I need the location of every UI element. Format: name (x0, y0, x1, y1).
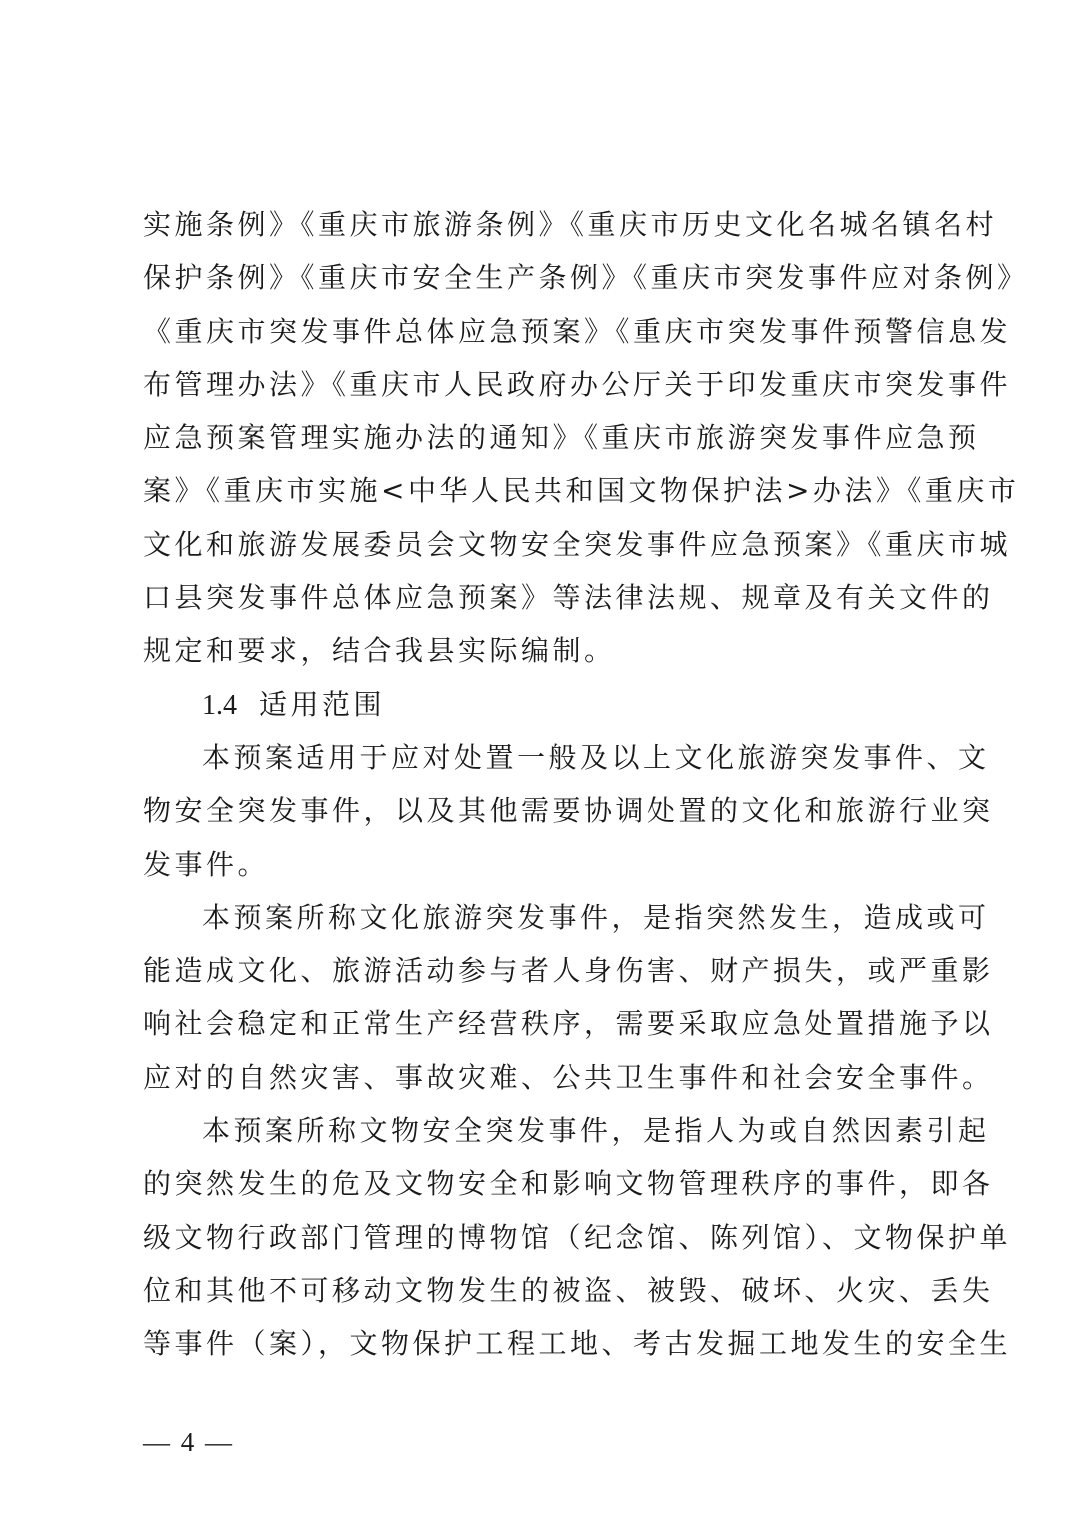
document-body (143, 198, 1029, 1371)
text-line: 等事件（案），文物保护工程工地、考古发掘工地发生的安全生 (143, 1327, 1012, 1361)
text-line: 位和其他不可移动文物发生的被盗、被毁、破坏、火灾、丢失 (143, 1273, 994, 1307)
text-line: 物安全突发事件，以及其他需要协调处置的文化和旅游行业突 (143, 794, 994, 828)
page-number: — 4 — (143, 1427, 234, 1457)
text-line: 应对的自然灾害、事故灾难、公共卫生事件和社会安全事件。 (143, 1060, 994, 1094)
text-line: 实施条例》《重庆市旅游条例》《重庆市历史文化名城名镇名村 (143, 208, 998, 241)
text-line: 级文物行政部门管理的博物馆（纪念馆、陈列馆）、文物保护单 (143, 1220, 1012, 1254)
text-line: 发事件。 (143, 847, 270, 881)
section-title: 适用范围 (259, 687, 386, 721)
text-line: 响社会稳定和正常生产经营秩序，需要采取应急处置措施予以 (143, 1007, 994, 1041)
text-line: 口县突发事件总体应急预案》等法律法规、规章及有关文件的 (143, 581, 994, 615)
section-heading (143, 678, 933, 731)
text-line: 文化和旅游发展委员会文物安全突发事件应急预案》《重庆市城 (143, 527, 1012, 561)
text-line: 应急预案管理实施办法的通知》《重庆市旅游突发事件应急预 (143, 421, 980, 455)
section-number: 1.4 (202, 689, 237, 721)
text-line: 布管理办法》《重庆市人民政府办公厅关于印发重庆市突发事件 (143, 367, 1012, 401)
paragraph-first-line: 本预案适用于应对处置一般及以上文化旅游突发事件、文 (202, 740, 990, 774)
text-line: 案》《重庆市实施<中华人民共和国文物保护法>办法》《重庆市 (143, 474, 1020, 508)
text-line: 规定和要求，结合我县实际编制。 (143, 634, 616, 668)
text-line: 保护条例》《重庆市安全生产条例》《重庆市突发事件应对条例》 (143, 261, 1029, 295)
text-line: 的突然发生的危及文物安全和影响文物管理秩序的事件，即各 (143, 1167, 994, 1201)
paragraph-first-line: 本预案所称文物安全突发事件，是指人为或自然因素引起 (202, 1114, 990, 1148)
text-line: 能造成文化、旅游活动参与者人身伤害、财产损失，或严重影 (143, 954, 994, 988)
text-line: 《重庆市突发事件总体应急预案》《重庆市突发事件预警信息发 (143, 314, 1012, 348)
paragraph-first-line: 本预案所称文化旅游突发事件，是指突然发生，造成或可 (202, 900, 990, 934)
